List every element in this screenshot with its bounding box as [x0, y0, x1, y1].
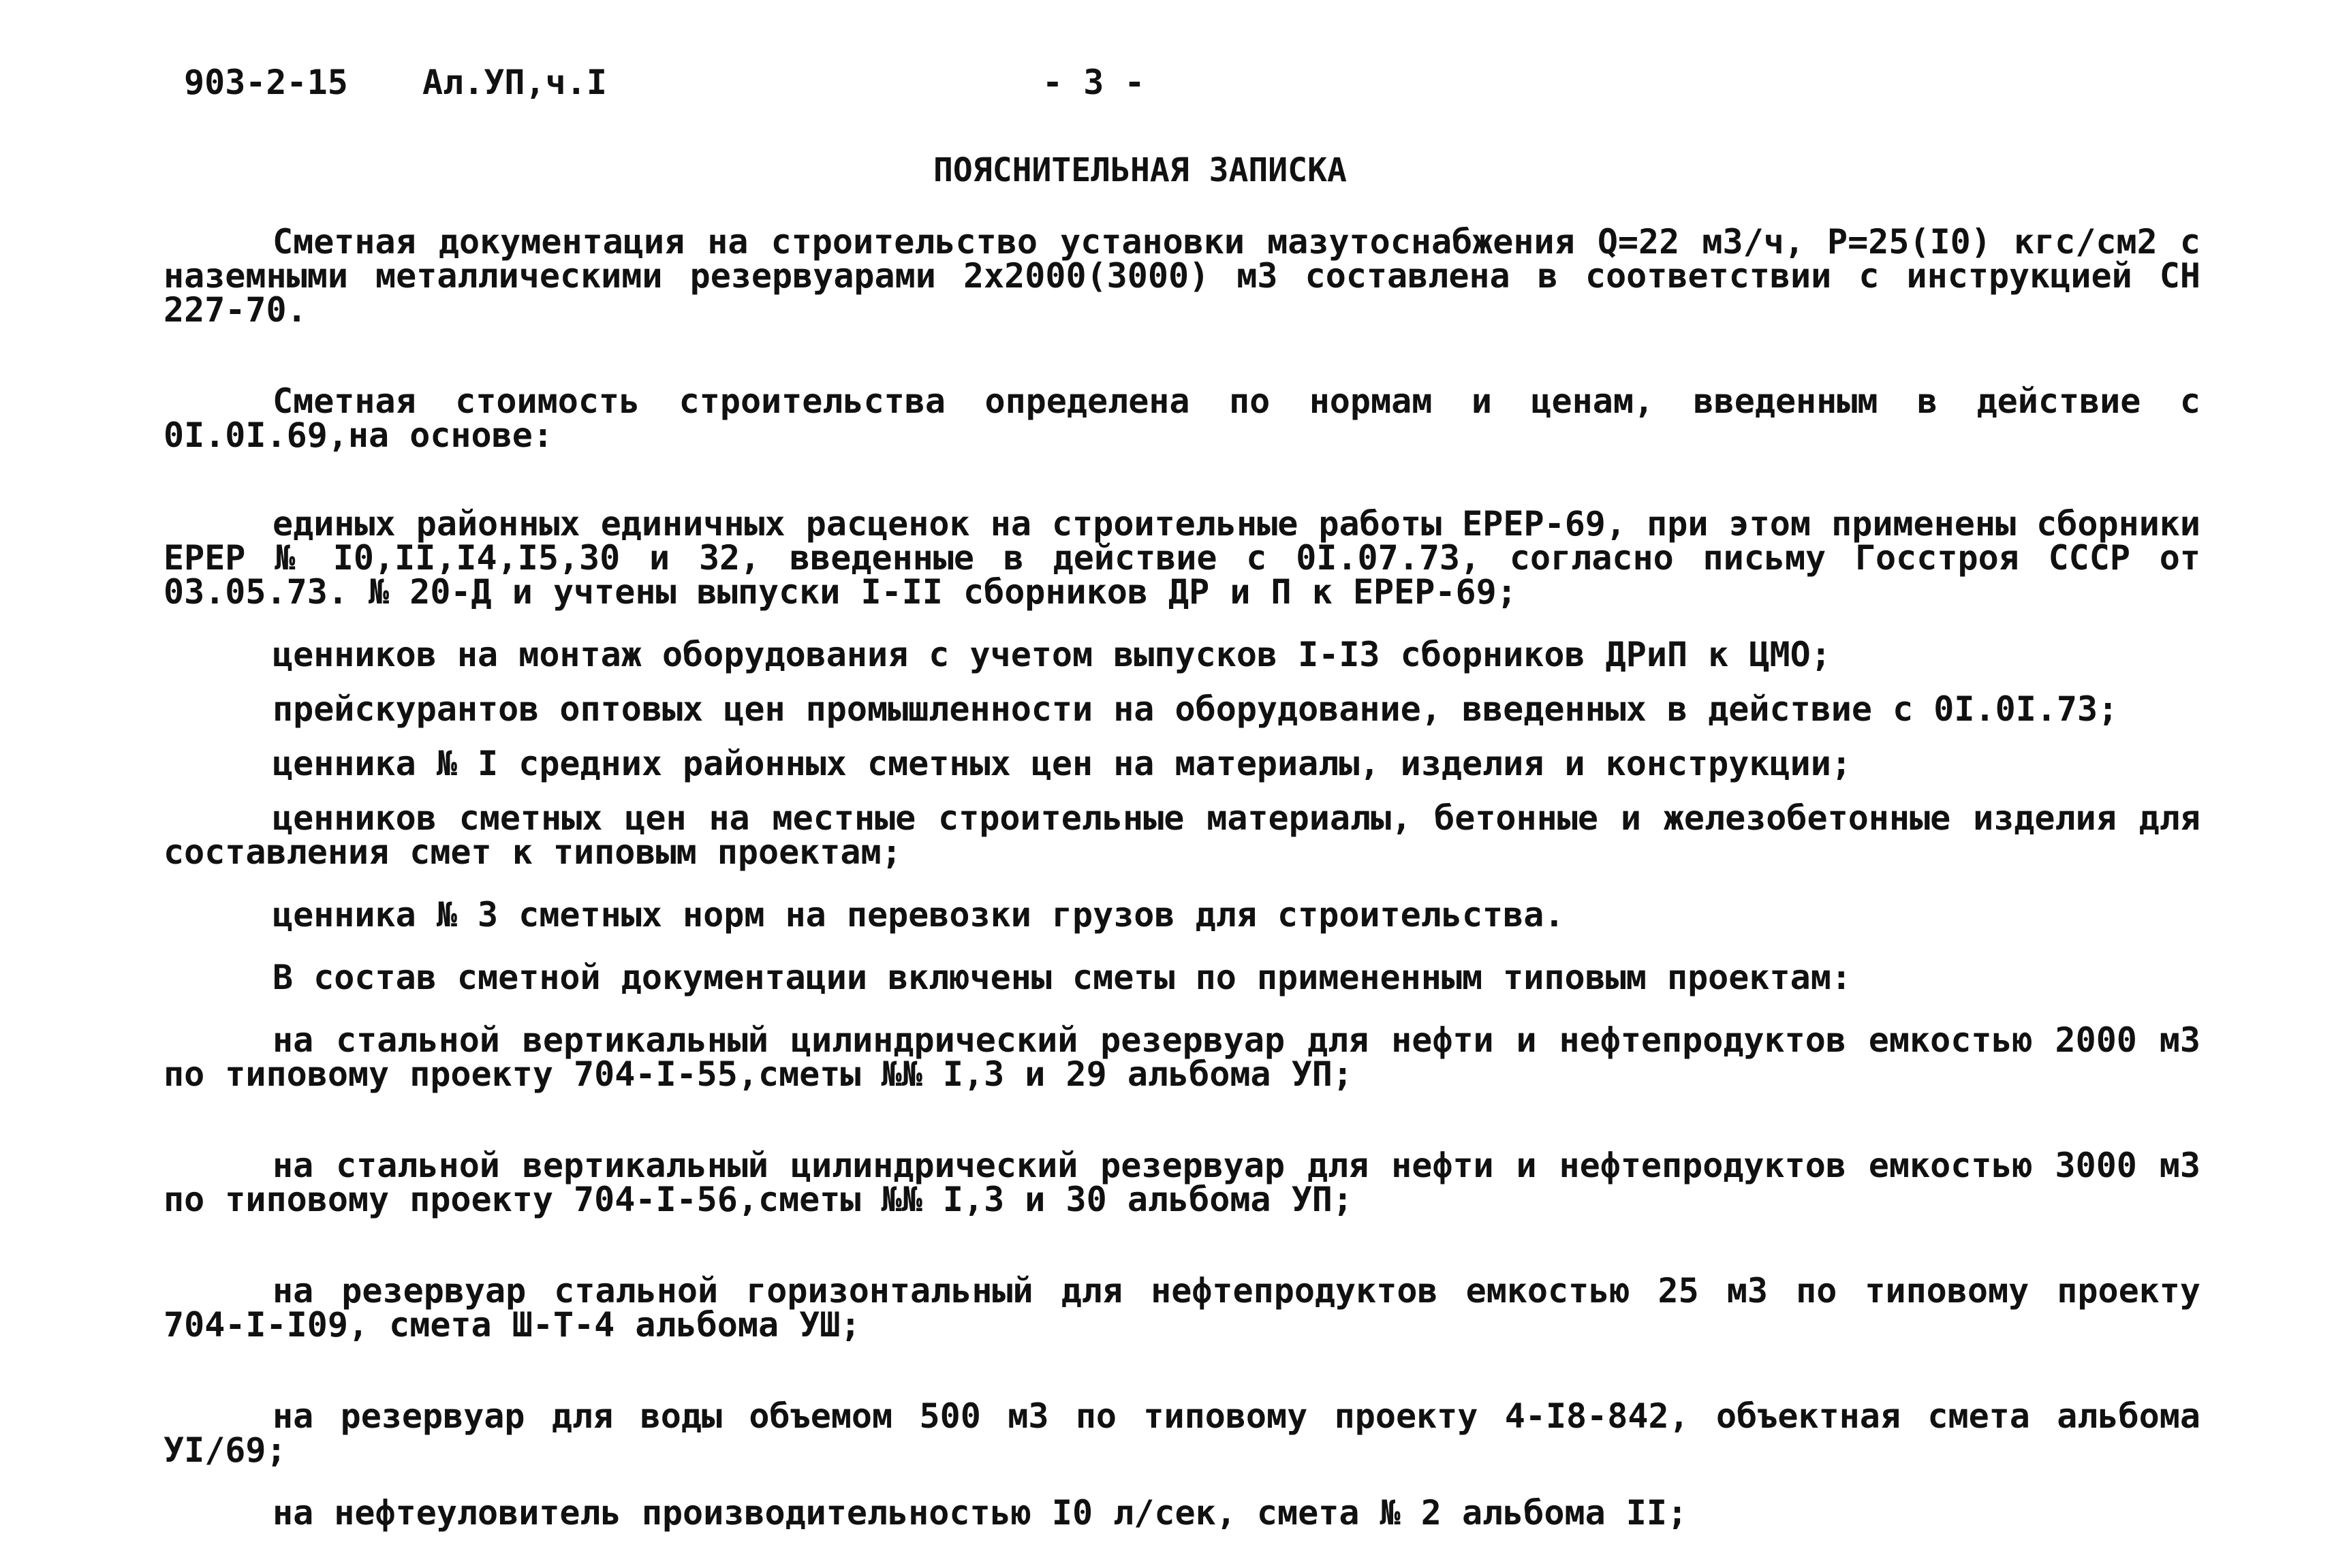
list-item: на нефтеуловитель производительностью I0 л/сек, смета № 2 альбома II; — [273, 1493, 1688, 1533]
list-item: на резервуар стальной горизонтальный для нефтепродуктов емкостью 25 м3 по типовому проекту 704-I-I09, смета Ш-Т-4 альбома УШ; — [164, 1271, 2200, 1345]
list-item: на стальной вертикальный цилиндрический резервуар для нефти и нефтепродуктов емкостью 2000 м3 по типовому проекту 704-I-55,сметы №№ I,3 и 29 альбома УП; — [164, 1020, 2200, 1094]
page-number: - 3 - — [1042, 63, 1145, 102]
document-title: ПОЯСНИТЕЛЬНАЯ ЗАПИСКА — [933, 151, 1347, 189]
list-item: ценника № 3 сметных норм на перевозки грузов для строительства. — [273, 895, 1565, 935]
paragraph-cost-basis: Сметная стоимость строительства определена по нормам и ценам, введенным в действие с 0I.0I.69,на основе: — [164, 381, 2200, 455]
list-item: ценника № I средних районных сметных цен на материалы, изделия и конструкции; — [273, 744, 1852, 783]
list-item: ценников сметных цен на местные строительные материалы, бетонные и железобетонные изделия для составления смет к типовым проектам; — [164, 798, 2200, 872]
list-item: единых районных единичных расценок на строительные работы ЕРЕР-69, при этом применены сборники ЕРЕР № I0,II,I4,I5,30 и 32, введенные в действие с 0I.07.73, согласно письму Госстроя СССР от 03.05.73. № 20-Д и учтены выпуски I-II сборников ДР и П к ЕРЕР-69; — [164, 504, 2200, 612]
document-code: 903-2-15 — [184, 63, 348, 102]
list-item: ценников на монтаж оборудования с учетом выпусков I-I3 сборников ДРиП к ЦМО; — [273, 635, 1831, 674]
list-item: на стальной вертикальный цилиндрический резервуар для нефти и нефтепродуктов емкостью 3000 м3 по типовому проекту 704-I-56,сметы №№ I,3 и 30 альбома УП; — [164, 1146, 2200, 1219]
album-reference: Ал.УП,ч.I — [422, 63, 607, 102]
page-header — [184, 63, 1274, 110]
document-body — [164, 222, 2200, 1533]
list-item: на резервуар для воды объемом 500 м3 по типовому проекту 4-I8-842, объектная смета альбома УI/69; — [164, 1396, 2200, 1470]
paragraph-estimates-intro: В состав сметной документации включены сметы по примененным типовым проектам: — [273, 958, 1852, 997]
paragraph-intro: Сметная документация на строительство установки мазутоснабжения Q=22 м3/ч, P=25(I0) кгс/см2 с наземными металлическими резервуарами 2х2000(3000) м3 составлена в соответствии с инструкцией СН 227-70. — [164, 222, 2200, 330]
list-item: прейскурантов оптовых цен промышленности на оборудование, введенных в действие с 0I.0I.73; — [273, 689, 2119, 729]
